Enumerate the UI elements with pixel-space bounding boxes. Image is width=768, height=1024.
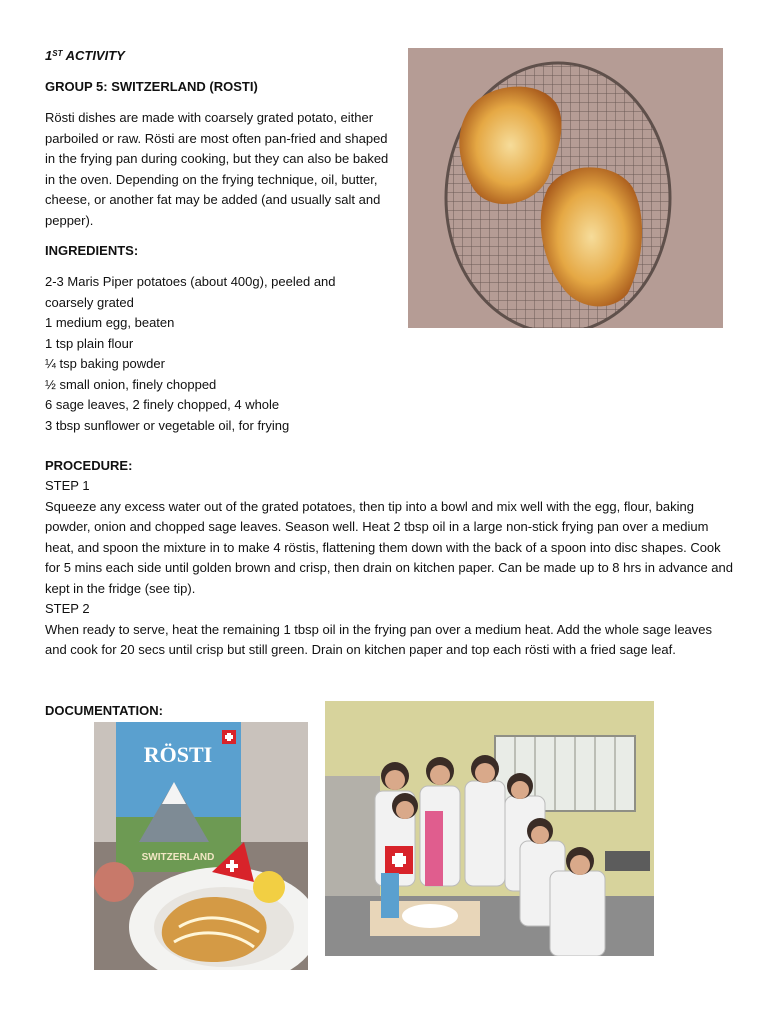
ingredient-item: 1 tsp plain flour bbox=[45, 335, 134, 351]
ingredient-item: ½ small onion, finely chopped bbox=[45, 376, 217, 392]
plated-rosti-photo bbox=[94, 722, 308, 970]
sign-subtitle: SWITZERLAND bbox=[141, 852, 215, 863]
ingredient-item: 2-3 Maris Piper potatoes (about 400g), peeled and coarsely grated bbox=[45, 274, 336, 310]
step2-text: When ready to serve, heat the remaining 1 tbsp oil in the frying pan over a medium heat. Add the whole sage leaves and cook for 20 secs until crisp but still green. Drain on kitchen paper and top each rösti with a fried sage leaf. bbox=[45, 621, 713, 657]
ingredient-item: 6 sage leaves, 2 finely chopped, 4 whole bbox=[45, 397, 280, 412]
ingredients-list bbox=[45, 272, 375, 436]
ingredient-item: ¼ tsp baking powder bbox=[45, 356, 165, 371]
step1-label: STEP 1 bbox=[45, 478, 90, 493]
ingredients-heading: INGREDIENTS: bbox=[45, 243, 139, 258]
ingredient-item: 1 medium egg, beaten bbox=[45, 315, 175, 330]
sign-title: RÖSTI bbox=[143, 742, 213, 767]
documentation-heading: DOCUMENTATION: bbox=[45, 703, 163, 718]
ingredient-item: 3 tbsp sunflower or vegetable oil, for frying bbox=[45, 417, 290, 433]
group-heading: GROUP 5: SWITZERLAND (ROSTI) bbox=[45, 79, 258, 94]
intro-paragraph: Rösti dishes are made with coarsely grated potato, either parboiled or raw. Rösti are most often pan-fried and shaped in the frying pan during cooking, but they can also be baked in the oven. Depending on the frying technique, oil, butter, cheese, or another fat may be added (and usually salt and pepper). bbox=[45, 110, 389, 228]
step2-label: STEP 2 bbox=[45, 601, 90, 616]
procedure-steps bbox=[45, 476, 735, 661]
group-photo bbox=[325, 701, 654, 956]
step1-text: Squeeze any excess water out of the grated potatoes, then tip into a bowl and mix well with the egg, flour, baking powder, onion and chopped sage leaves. Season well. Heat 2 tbsp oil in a large non-stick frying pan over a medium heat, and spoon the mixture in to make 4 röstis, flattening them down with the back of a spoon into disc shapes. Cook for 5 mins each side until golden brown and crisp, then drain on kitchen paper. Can be made up to 8 hrs in advance and kept in the fridge (see tip). bbox=[45, 498, 733, 596]
activity-title: 1ST ACTIVITY bbox=[45, 48, 125, 63]
rosti-photo bbox=[408, 48, 723, 328]
procedure-heading: PROCEDURE: bbox=[45, 458, 133, 473]
